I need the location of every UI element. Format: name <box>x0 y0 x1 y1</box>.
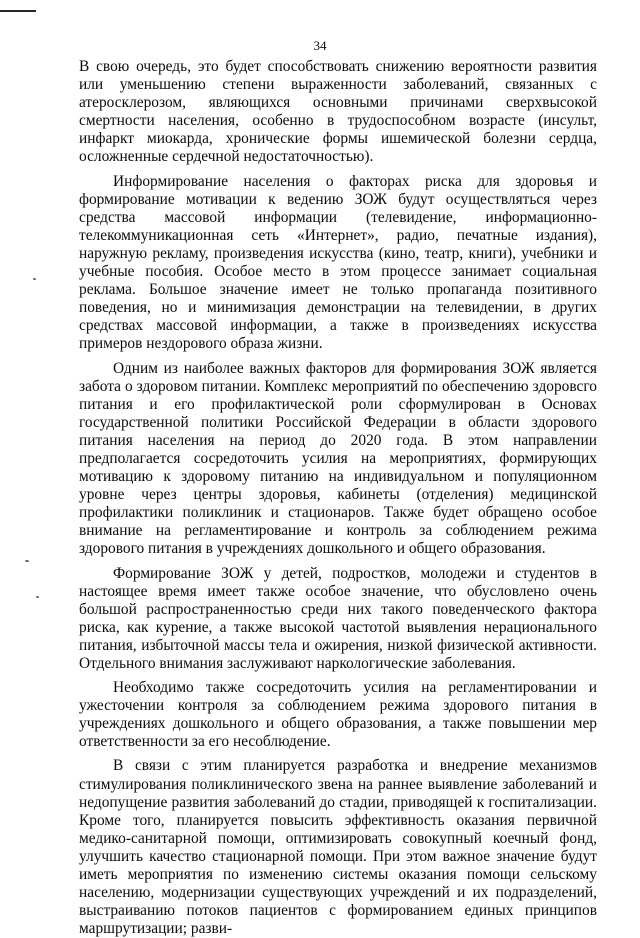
paragraph: В свою очередь, это будет способствовать снижению вероятности развития или уменьшению степени выраженности заболеваний, связанных с атеросклерозом, являющихся основными причинами сверхвысокой смертности населения, особенно в трудоспособном возрасте (инсульт, инфаркт миокарда, хронические формы ишемической болезни сердца, осложненные сердечной недостаточностью). <box>79 58 597 166</box>
page-number: 34 <box>313 38 327 53</box>
scan-speck <box>33 278 36 280</box>
scan-speck <box>36 596 39 598</box>
paragraph: Формирование ЗОЖ у детей, подростков, молодежи и студентов в настоящее время имеет также особое значение, что обусловлено очень большой распространенностью среди них такого поведенческого фактора риска, как курение, а также высокой частотой выявления нерационального питания, избыточной массы тела и ожирения, низкой физической активности. Отдельного внимания заслуживают наркологические заболевания. <box>79 564 597 672</box>
paragraph: В связи с этим планируется разработка и внедрение механизмов стимулирования поликлинического звена на раннее выявление заболеваний и недопущение развития заболеваний до стадии, приводящей к госпитализации. Кроме того, планируется повысить эффективность оказания первичной медико-санитарной помощи, оптимизировать совокупный коечный фонд, улучшить качество стационарной помощи. При этом важное значение будут иметь мероприятия по изменению системы оказания помощи сельскому населению, модернизации существующих учреждений и их подразделений, выстраиванию потоков пациентов с формированием единых принципов маршрутизации; разви- <box>79 757 597 938</box>
paragraph: Одним из наиболее важных факторов для формирования ЗОЖ является забота о здоровом питании. Комплекс мероприятий по обеспечению здоровсго питания и его профилактической роли сформулирован в Основах государственной политики Российской Федерации в области здорового питания населения на период до 2020 года. В этом направлении предполагается сосредоточить усилия на мероприятиях, формирующих мотивацию к здоровому питанию на индивидуальном и популяционном уровне через центры здоровья, кабинеты (отделения) медицинской профилактики поликлиник и стационаров. Также будет обращено особое внимание на регламентирование и контроль за соблюдением режима здорового питания в учреждениях дошкольного и общего образования. <box>79 359 597 558</box>
scan-edge-mark <box>0 10 36 12</box>
document-body <box>79 58 597 938</box>
paragraph: Информирование населения о факторах риска для здоровья и формирование мотивации к ведению ЗОЖ будут осуществляться через средства массовой информации (телевидение, информационно-телекоммуникационная сеть «Интернет», радио, печатные издания), наружную рекламу, произведения искусства (кино, театр, книги), учебники и учебные пособия. Особое место в этом процессе занимает социальная реклама. Большое значение имеет не только пропаганда позитивного поведения, но и минимизация демонстрации на телевидении, в других средствах массовой информации, а также в произведениях искусства примеров нездорового образа жизни. <box>79 172 597 353</box>
paragraph: Необходимо также сосредоточить усилия на регламентировании и ужесточении контроля за соблюдением режима здорового питания в учреждениях дошкольного и общего образования, а также повышении мер ответственности за его несоблюдение. <box>79 679 597 751</box>
scan-speck <box>25 560 29 562</box>
